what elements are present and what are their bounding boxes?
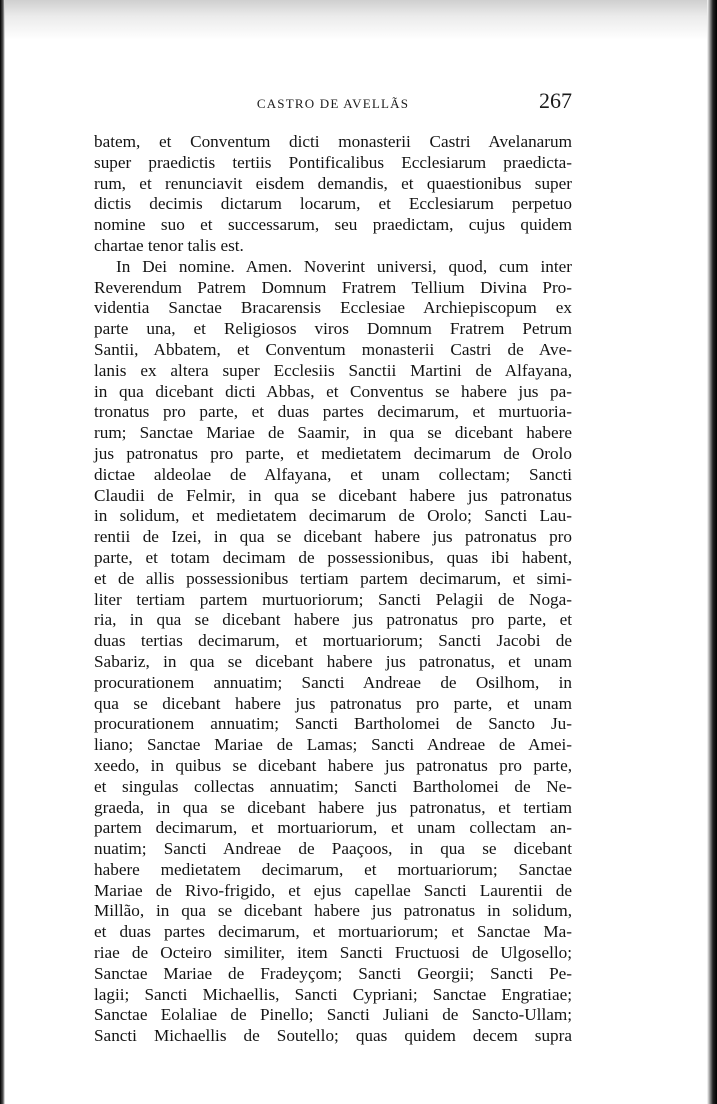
- text-line: batem, et Conventum dicti monasterii Castri Avelanarum: [94, 132, 572, 151]
- text-line: super praedictis tertiis Pontificalibus Ecclesiarum praedicta-: [94, 152, 572, 172]
- text-line: et singulas collectas annuatim; Sancti Bartholomei de Ne-: [94, 776, 572, 796]
- scan-shadow-left: [0, 0, 5, 1104]
- text-line: jus patronatus pro parte, et medietatem decimarum de Orolo: [94, 443, 572, 463]
- text-line: Millão, in qua se dicebant habere jus patronatus in solidum,: [94, 901, 572, 921]
- text-line: Reverendum Patrem Domnum Fratrem Tellium Divina Pro-: [94, 277, 572, 297]
- text-line: et de allis possessionibus tertiam partem decimarum, et simi-: [94, 568, 572, 588]
- text-line: parte una, et Religiosos viros Domnum Fratrem Petrum: [94, 319, 572, 339]
- text-line: Santii, Abbatem, et Conventum monasterii Castri de Ave-: [94, 339, 572, 359]
- text-line: Sanctae Eolaliae de Pinello; Sancti Juliani de Sancto-Ullam;: [94, 1005, 572, 1025]
- text-line: qua se dicebant habere jus patronatus pro parte, et unam: [94, 693, 572, 713]
- text-line: liter tertiam partem murtuoriorum; Sancti Pelagii de Noga-: [94, 589, 572, 609]
- page-number: 267: [539, 88, 572, 113]
- text-line: in solidum, et medietatem decimarum de Orolo; Sancti Lau-: [94, 506, 572, 526]
- text-line: lagii; Sancti Michaellis, Sancti Cypriani; Sanctae Engratiae;: [94, 984, 572, 1004]
- text-line: partem decimarum, et mortuariorum, et unam collectam an-: [94, 818, 572, 838]
- paragraph-container: [94, 132, 572, 1047]
- text-line: rum; Sanctae Mariae de Saamir, in qua se dicebant habere: [94, 423, 572, 443]
- text-line: dictae aldeolae de Alfayana, et unam collectam; Sancti: [94, 464, 572, 484]
- text-line: habere medietatem decimarum, et mortuariorum; Sanctae: [94, 859, 572, 879]
- running-title: CASTRO DE AVELLÃS: [256, 96, 410, 111]
- text-line: Sabariz, in qua se dicebant habere jus patronatus, et unam: [94, 651, 572, 671]
- text-line: rum, et renunciavit eisdem demandis, et quaestionibus super: [94, 173, 572, 193]
- body-text: [94, 132, 572, 1047]
- text-line: In Dei nomine. Amen. Noverint universi, quod, cum inter: [116, 256, 572, 276]
- text-line: ria, in qua se dicebant habere jus patronatus pro parte, et: [94, 610, 572, 630]
- text-line: Claudii de Felmir, in qua se dicebant habere jus patronatus: [94, 485, 572, 505]
- text-line: duas tertias decimarum, et mortuariorum; Sancti Jacobi de: [94, 631, 572, 651]
- text-line: parte, et totam decimam de possessionibus, quas ibi habent,: [94, 547, 572, 567]
- text-line: xeedo, in quibus se dicebant habere jus patronatus pro parte,: [94, 755, 572, 775]
- text-line: rentii de Izei, in qua se dicebant habere jus patronatus pro: [94, 527, 572, 547]
- text-line: et duas partes decimarum, et mortuariorum; et Sanctae Ma-: [94, 922, 572, 942]
- text-line: dictis decimis dictarum locarum, et Ecclesiarum perpetuo: [94, 194, 572, 214]
- text-line: procurationem annuatim; Sancti Andreae de Osilhom, in: [94, 672, 572, 692]
- text-line: Mariae de Rivo-frigido, et ejus capellae Sancti Laurentii de: [94, 880, 572, 900]
- text-line: liano; Sanctae Mariae de Lamas; Sancti Andreae de Amei-: [94, 735, 572, 755]
- scan-shadow-top: [0, 0, 717, 40]
- scan-shadow-right: [707, 0, 717, 1104]
- text-line: in qua dicebant dicti Abbas, et Conventus se habere jus pa-: [94, 381, 572, 401]
- text-line: nuatim; Sancti Andreae de Paaçoos, in qua se dicebant: [94, 839, 572, 859]
- text-line: graeda, in qua se dicebant habere jus patronatus, et tertiam: [94, 797, 572, 817]
- text-line: tronatus pro parte, et duas partes decimarum, et murtuoria-: [94, 402, 572, 422]
- text-line: procurationem annuatim; Sancti Bartholomei de Sancto Ju-: [94, 714, 572, 734]
- text-line: Sancti Michaellis de Soutello; quas quidem decem supra: [94, 1026, 572, 1046]
- text-line: nomine suo et successarum, seu praedictam, cujus quidem: [94, 215, 572, 235]
- text-line: videntia Sanctae Bracarensis Ecclesiae Archiepiscopum ex: [94, 298, 572, 318]
- text-line: Sanctae Mariae de Fradeyçom; Sancti Georgii; Sancti Pe-: [94, 963, 572, 983]
- text-line: chartae tenor talis est.: [94, 235, 244, 255]
- text-line: lanis ex altera super Ecclesiis Sanctii Martini de Alfayana,: [94, 360, 572, 380]
- page-header: [94, 88, 572, 120]
- text-line: riae de Octeiro similiter, item Sancti Fructuosi de Ulgosello;: [94, 943, 572, 963]
